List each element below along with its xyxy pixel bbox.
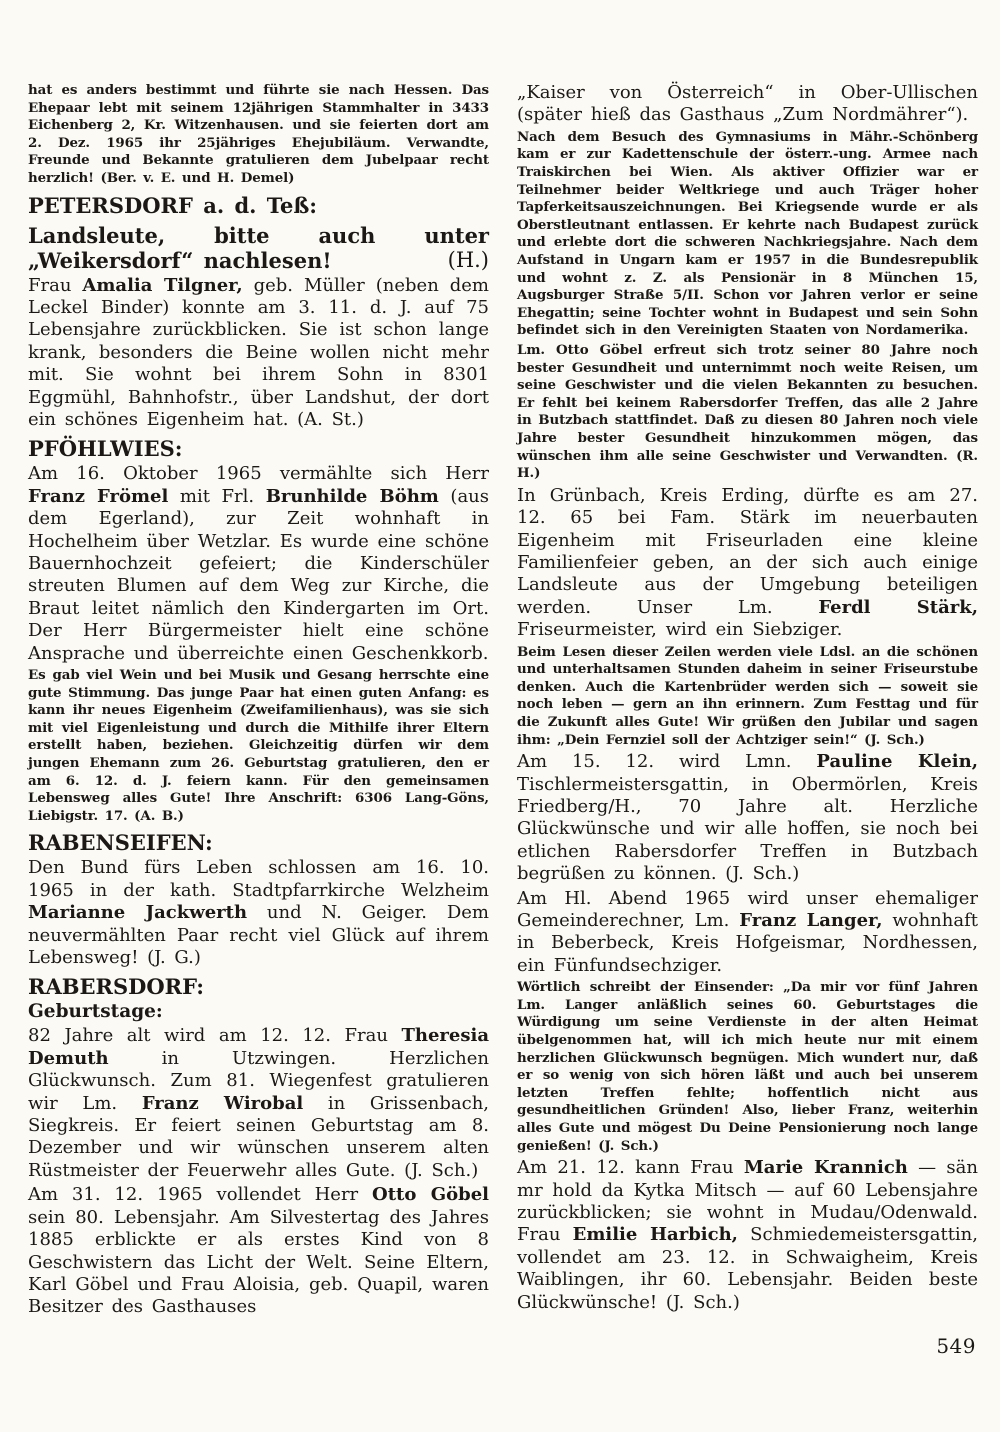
paragraph bbox=[28, 667, 489, 825]
section-heading bbox=[28, 974, 489, 999]
section-heading bbox=[28, 436, 489, 461]
section-heading bbox=[28, 223, 489, 273]
text-run: Am 31. 12. 1965 vollendet Herr bbox=[28, 1184, 373, 1206]
text-run: hat es anders bestimmt und führte sie nach Hessen. Das Ehepaar lebt mit seinem 12jährigen Stammhalter in 3433 Eichenberg 2, Kr. Witzenhausen. und sie feierten dort am 2. Dez. 1965 ihr 25jähriges Ehejubiläum. Verwandte, Freunde und Bekannte gratulieren dem Jubelpaar recht herzlich! (Ber. v. E. und H. Demel) bbox=[28, 82, 489, 186]
person-name: Pauline Klein, bbox=[816, 751, 978, 773]
text-run: Tischlermeistersgattin, in Obermörlen, Kreis Friedberg/H., 70 Jahre alt. Herzliche Glückwünsche und wir alle hoffen, sie noch bei etlichen Rabersdorfer Treffen in Butzbach begrüßen zu können. (J. Sch.) bbox=[517, 773, 978, 885]
text-run: (aus dem Egerland), zur Zeit wohnhaft in Hochelheim über Wetzlar. Es wurde eine schöne Bauernhochzeit gefeiert; die Kinderschüler streuten Blumen auf dem Weg zur Kirche, die Braut leitet nämlich den Kindergarten im Ort. Der Herr Bürgermeister hielt eine schöne Ansprache und überreichte einen Geschenkkorb. bbox=[28, 485, 490, 664]
text-run: PETERSDORF a. d. Teß: bbox=[28, 192, 318, 218]
column-left bbox=[28, 82, 489, 1321]
section-heading bbox=[28, 830, 489, 855]
person-name: Theresia Demuth bbox=[28, 1025, 489, 1069]
paragraph bbox=[517, 751, 978, 885]
text-run: in Utzwingen. Herzlichen Glückwunsch. Zum 81. Wiegenfest gratulieren wir Lm. bbox=[28, 1047, 489, 1114]
text-columns bbox=[28, 82, 978, 1321]
person-name: Brunhilde Böhm bbox=[265, 485, 439, 507]
paragraph bbox=[517, 342, 978, 483]
text-run: — sän mr hold da Kytka Mitsch — auf 60 Lebensjahre zurückblicken; sie wohnt in Mudau/Odenwald. Frau bbox=[517, 1157, 978, 1246]
text-run: „Kaiser von Österreich“ in Ober-Ullischen (später hieß das Gasthaus „Zum Nordmährer“). bbox=[517, 82, 978, 126]
text-run: und N. Geiger. Dem neuvermählten Paar recht viel Glück auf ihrem Lebensweg! (J. G.) bbox=[28, 902, 489, 969]
text-run: RABERSDORF: bbox=[28, 974, 204, 1000]
text-run: sein 80. Lebensjahr. Am Silvestertag des Jahres 1885 erblickte er als erstes Kind von 8 Geschwistern das Licht der Welt. Seine Eltern, Karl Göbel und Frau Aloisia, geb. Quapil, waren Besitzer des Gasthauses bbox=[28, 1206, 489, 1318]
person-name: Ferdl Stärk, bbox=[818, 596, 978, 618]
person-name: Franz Langer, bbox=[739, 909, 883, 931]
text-run: Am Hl. Abend 1965 wird unser ehemaliger Gemeinderechner, Lm. bbox=[517, 887, 978, 931]
text-run: Frau bbox=[28, 274, 83, 296]
paragraph bbox=[28, 82, 489, 188]
text-run: RABENSEIFEN: bbox=[28, 830, 213, 856]
paragraph bbox=[517, 888, 978, 978]
text-run: geb. Müller (neben dem Leckel Binder) konnte am 3. 11. d. J. auf 75 Lebensjahre zurückblicken. Sie ist schon lange krank, besonders die Beine wollen nicht mehr mit. Sie wohnt bei ihrem Sohn in 8301 Eggmühl, Bahnhofstr., über Landshut, der dort ein schönes Eigenheim hat. (A. St.) bbox=[28, 274, 490, 430]
text-run: Am 15. 12. wird Lmn. bbox=[517, 751, 817, 773]
section-heading bbox=[28, 193, 489, 218]
text-run: Schmiedemeistersgattin, vollendet am 23. 12. in Schwaigheim, Kreis Waiblingen, ihr 60. Lebensjahr. Beiden beste Glückwünsche! (J. Sch.) bbox=[517, 1224, 978, 1313]
page-number: 549 bbox=[936, 1334, 976, 1358]
text-run: Den Bund fürs Leben schlossen am 16. 10. 1965 in der kath. Stadtpfarrkirche Welzheim bbox=[28, 857, 489, 901]
text-run: Am 21. 12. kann Frau bbox=[517, 1157, 744, 1179]
text-run: Beim Lesen dieser Zeilen werden viele Ldsl. an die schönen und unterhaltsamen Stunden daheim in seiner Friseurstube denken. Auch die Kartenbrüder werden sich — soweit sie noch leben — gern an ihn erinnern. Zum Festtag und für die Zukunft alles Gute! Wir grüßen den Jubilar und sagen ihm: „Dein Fernziel soll der Achtziger sein!“ (J. Sch.) bbox=[517, 643, 978, 748]
paragraph bbox=[28, 857, 489, 969]
section-heading bbox=[28, 1001, 489, 1023]
paragraph bbox=[517, 485, 978, 642]
text-run: Am 16. Oktober 1965 vermählte sich Herr bbox=[28, 463, 489, 485]
person-name: Otto Göbel bbox=[372, 1184, 489, 1206]
text-run: In Grünbach, Kreis Erding, dürfte es am 27. 12. 65 bei Fam. Stärk im neuerbauten Eigenheim mit Friseurladen eine kleine Familienfeier geben, an der sich auch einige Landsleute aus der Umgebung beteiligen werden. Unser Lm. bbox=[517, 484, 978, 618]
paragraph bbox=[28, 463, 489, 665]
paragraph bbox=[28, 275, 489, 432]
paragraph bbox=[517, 644, 978, 750]
person-name: Marianne Jackwerth bbox=[28, 902, 248, 924]
column-right bbox=[517, 82, 978, 1321]
person-name: Franz Wirobal bbox=[141, 1092, 304, 1114]
text-run: Nach dem Besuch des Gymnasiums in Mähr.-Schönberg kam er zur Kadettenschule der österr.-ung. Armee nach Traiskirchen bei Wien. Als aktiver Offizier war er Teilnehmer beider Weltkriege und auch Träger hoher Tapferkeitsauszeichnungen. Bei Kriegsende wurde er als Oberstleutnant entlassen. Er kehrte nach Budapest zurück und erlebte dort die schweren Nachkriegsjahre. Nach dem Aufstand in Ungarn kam er 1957 in die Bundesrepublik und wohnt z. Z. als Pensionär in 8 München 15, Augsburger Straße 5/II. Schon vor Jahren verlor er seine Ehegattin; seine Tochter wohnt in Budapest und sein Sohn befindet sich in den Vereinigten Staaten von Nordamerika. bbox=[517, 128, 978, 339]
text-run: wohnhaft in Beberbeck, Kreis Hofgeismar, Nordhessen, ein Fünfundsechziger. bbox=[517, 909, 978, 976]
author-initials: (H.) bbox=[447, 247, 489, 272]
text-run: PFÖHLWIES: bbox=[28, 436, 183, 462]
paragraph bbox=[28, 1025, 489, 1182]
text-run: Landsleute, bitte auch unter „Weikersdorf“ nachlesen! bbox=[28, 222, 489, 273]
paragraph bbox=[517, 1157, 978, 1314]
text-run: Es gab viel Wein und bei Musik und Gesang herrschte eine gute Stimmung. Das junge Paar hat einen guten Anfang: es kann ihr neues Eigenheim (Zweifamilienhaus), was sie sich mit viel Eigenleistung und durch die Mithilfe ihrer Eltern erstellt haben, beziehen. Gleichzeitig dürfen wir dem jungen Ehemann zum 26. Geburtstag gratulieren, den er am 6. 12. d. J. feiern kann. Für den gemeinsamen Lebensweg alles Gute! Ihre Anschrift: 6306 Lang-Göns, Liebigstr. 17. (A. B.) bbox=[28, 667, 489, 824]
text-run: Geburtstage: bbox=[28, 1001, 163, 1023]
text-run: 82 Jahre alt wird am 12. 12. Frau bbox=[28, 1025, 402, 1047]
person-name: Amalia Tilgner, bbox=[82, 274, 243, 296]
paragraph bbox=[517, 129, 978, 340]
paragraph bbox=[28, 1184, 489, 1318]
text-run: Friseurmeister, wird ein Siebziger. bbox=[517, 619, 843, 641]
text-run: Lm. Otto Göbel erfreut sich trotz seiner 80 Jahre noch bester Gesundheit und unternimmt noch weite Reisen, um seine Geschwister und die vielen Bekannten zu besuchen. Er fehlt bei keinem Rabersdorfer Treffen, das alle 2 Jahre in Butzbach stattfindet. Daß zu diesen 80 Jahren noch viele Jahre bester Gesundheit hinzukommen mögen, das wünschen ihm alle seine Geschwister und Verwandten. (R. H.) bbox=[517, 341, 978, 482]
paragraph bbox=[517, 82, 978, 127]
text-run: mit Frl. bbox=[168, 485, 266, 507]
paragraph bbox=[517, 979, 978, 1155]
text-run: Wörtlich schreibt der Einsender: „Da mir vor fünf Jahren Lm. Langer anläßlich seines 60. Geburtstages die Würdigung um seine Verdienste in der alten Heimat übelgenommen hat, will ich mich heute nur mit einem herzlichen Glückwunsch begnügen. Mich wundert nur, daß er so wenig von sich hören läßt und auch bei unserem letzten Treffen fehlte; hoffentlich nicht aus gesundheitlichen Gründen! Also, lieber Franz, weiterhin alles Gute und mögest Du Deine Pensionierung noch lange genießen! (J. Sch.) bbox=[517, 979, 978, 1154]
text-run: in Grissenbach, Siegkreis. Er feiert seinen Geburtstag am 8. Dezember und wir wünschen unserem alten Rüstmeister der Feuerwehr alles Gute. (J. Sch.) bbox=[28, 1092, 490, 1181]
person-name: Emilie Harbich, bbox=[572, 1224, 738, 1246]
person-name: Marie Krannich bbox=[743, 1157, 908, 1179]
person-name: Franz Frömel bbox=[28, 485, 169, 507]
